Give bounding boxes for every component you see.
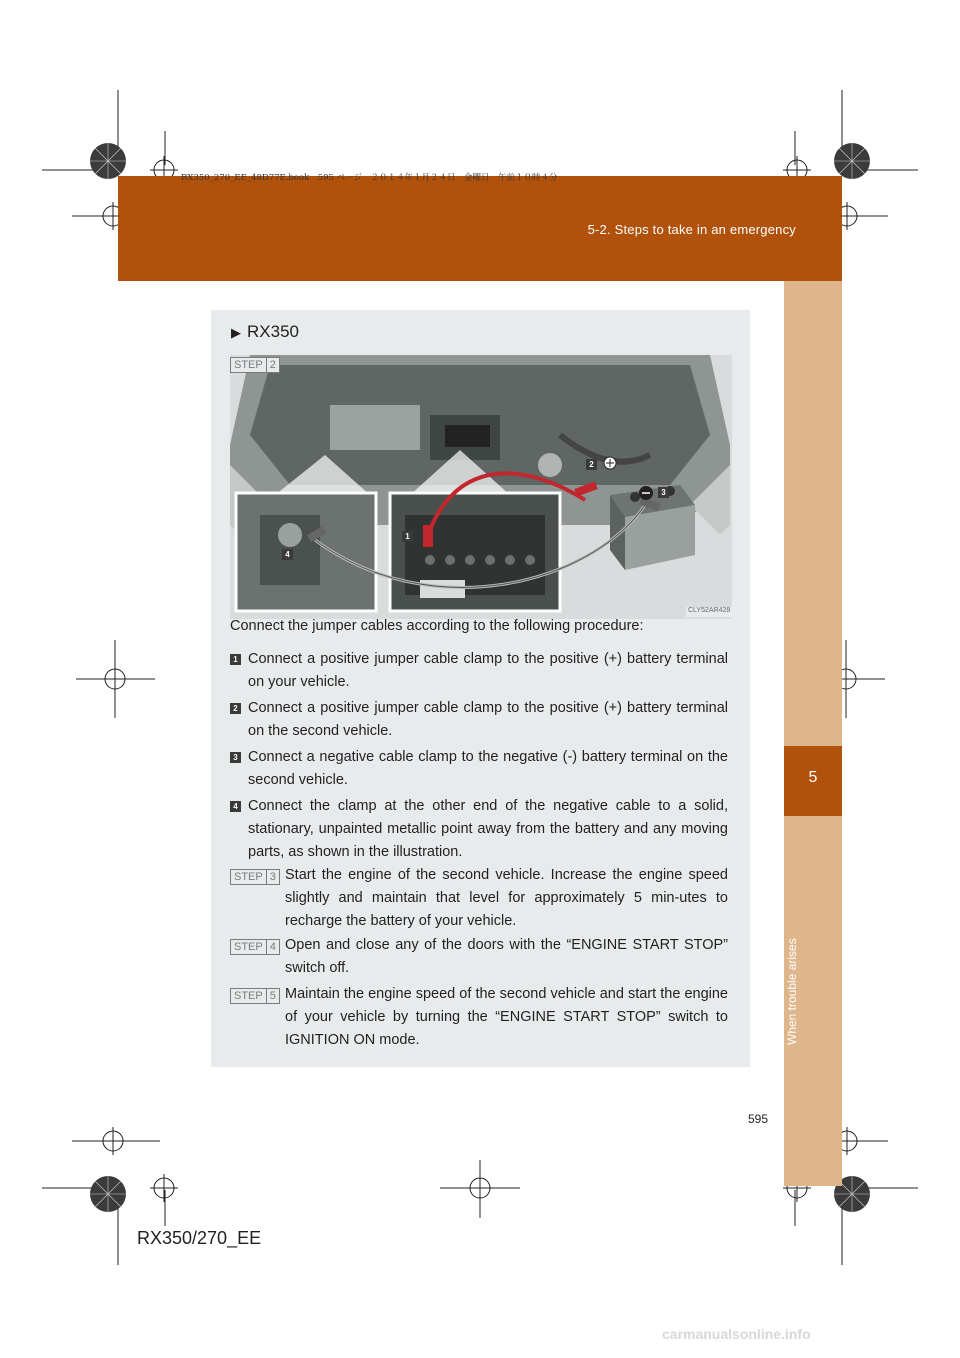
item-4-text: Connect the clamp at the other end of the negative cable to a solid, stationary, unpainted metallic point away from the battery and any moving parts, as shown in the illustration. — [248, 798, 728, 860]
section-title: 5-2. Steps to take in an emergency — [587, 222, 796, 237]
step-number: 3 — [266, 870, 276, 884]
step-3-text: Start the engine of the second vehicle. Increase the engine speed slightly and maintain that level for approximately 5 min-utes to recharge the battery of your vehicle. — [285, 867, 728, 929]
step-number: 5 — [266, 989, 276, 1003]
step-label: STEP — [234, 941, 263, 953]
step-2-badge — [230, 357, 280, 373]
intro-text: Connect the jumper cables according to the following procedure: — [230, 618, 644, 634]
step-5-text: Maintain the engine speed of the second vehicle and start the engine of your vehicle by turning the “ENGINE START STOP” switch to IGNITION ON mode. — [285, 986, 728, 1048]
print-info-line: RX350_270_EE_48D77E.book 595 ページ ２０１４年１月２４日 金曜日 午前１０時４分 — [181, 173, 558, 183]
page-number: 595 — [748, 1112, 769, 1126]
chapter-side-tab — [784, 281, 842, 1186]
item-2-text: Connect a positive jumper cable clamp to the positive (+) battery terminal on the second vehicle. — [248, 700, 728, 739]
step-label: STEP — [234, 871, 263, 883]
item-4-number: 4 — [230, 801, 241, 812]
step-number: 2 — [266, 358, 276, 372]
callout-3: 3 — [658, 487, 669, 498]
chapter-number: 5 — [808, 769, 818, 786]
callout-1: 1 — [402, 531, 413, 542]
jumper-cable-illustration — [230, 355, 732, 619]
item-2-number: 2 — [230, 703, 241, 714]
step-5-badge — [230, 988, 280, 1004]
watermark: carmanualsonline.info — [662, 1326, 811, 1342]
model-heading — [231, 322, 299, 342]
callout-4: 4 — [282, 549, 293, 560]
section-header-bar — [118, 176, 842, 281]
item-1-number: 1 — [230, 654, 241, 665]
step-3-badge — [230, 869, 280, 885]
illustration-code: CLY52AR428 — [688, 607, 731, 614]
item-3-text: Connect a negative cable clamp to the negative (-) battery terminal on the second vehicle. — [248, 749, 728, 788]
chapter-number-box — [784, 746, 842, 816]
callout-2: 2 — [586, 459, 597, 470]
model-name: RX350 — [247, 322, 299, 341]
step-label: STEP — [234, 990, 263, 1002]
triangle-right-icon: ▶ — [231, 325, 241, 340]
step-4-text: Open and close any of the doors with the “ENGINE START STOP” switch off. — [285, 937, 728, 976]
step-4-badge — [230, 939, 280, 955]
footer-model-code: RX350/270_EE — [137, 1228, 262, 1248]
chapter-label: When trouble arises — [785, 938, 799, 1045]
item-3-number: 3 — [230, 752, 241, 763]
step-label: STEP — [234, 359, 263, 371]
item-1-text: Connect a positive jumper cable clamp to the positive (+) battery terminal on your vehicle. — [248, 651, 728, 690]
step-number: 4 — [266, 940, 276, 954]
